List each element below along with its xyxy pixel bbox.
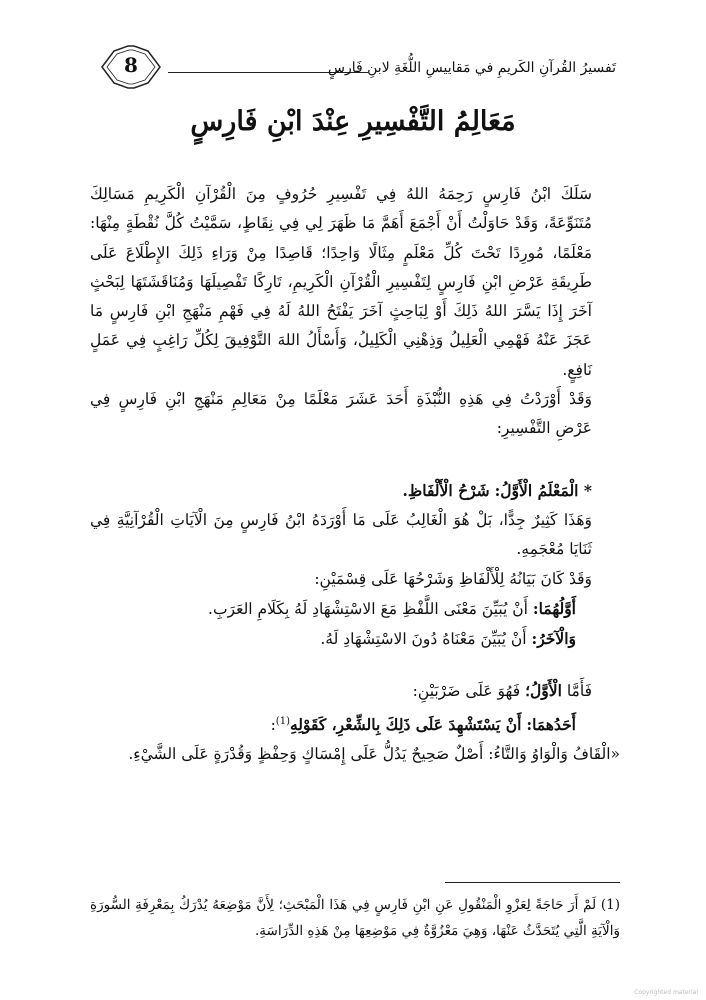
intro-paragraph: سَلَكَ ابْنُ فَارِسٍ رَحِمَهُ اللهُ فِي تَفْسِيرِ حُرُوفٍ مِنَ الْقُرْآنِ الْكَرِيمِ مَسَالِكَ مُتَنَوِّعَةً، وَقَدْ حَاوَلْتُ أَنْ أَجْمَعَ أَهَمَّ مَا ظَهَرَ لِي فِي نِقَاطٍ، سَمَّيْتُ كُلَّ نُقْطَةٍ مِنْهَا: مَعْلَمًا، مُورِدًا تَحْتَ كُلِّ مَعْلَمٍ مِثَالًا وَاحِدًا؛ قَاصِدًا مِنْ وَرَاءِ ذَلِكَ الإِطْلَاعَ عَلَى طَرِيقَةِ عَرْضِ ابْنِ فَارِسٍ لِتَفْسِيرِ الْقُرْآنِ الْكَرِيمِ، تَارِكًا تَفْصِيلَهَا وَمُنَاقَشَتَهَا لِبَحْثٍ آخَرَ إِذَا يَسَّرَ اللهُ ذَلِكَ أَوْ لِبَاحِثٍ آخَرَ يَفْتَحُ اللهُ لَهُ فِي فَهْمِ مَنْهَجِ ابْنِ فَارِسٍ مَا عَجَزَ عَنْهُ فَهْمِي الْعَلِيلُ وَذِهْنِي الْكَلِيلُ، وَأَسْأَلُ اللهَ التَّوْفِيقَ لِكُلِّ رَاغِبٍ فِي عَمَلٍ نَافِعٍ. — [90, 185, 592, 379]
second-division — [90, 624, 620, 654]
first-part-prefix: فَأَمَّا — [566, 682, 592, 701]
first-part-heading — [90, 676, 620, 706]
footnote-text: (1) لَمْ أَرَ حَاجَةً لِعَزْوِ الْمَنْقُولِ عَنِ ابْنِ فَارِسٍ فِي هَذَا الْمَبْحَثِ؛ لِأَنَّ مَوْضِعَهُ يُدْرَكُ بِمَعْرِفَةِ السُّورَةِ وَالْآيَةِ الَّتِي يُتَحَدَّثُ عَنْهَا، وَهِيَ مَعْزُوَّةٌ فِي مَوْضِعِهَا مِنْ هَذِهِ الدِّرَاسَةِ. — [90, 897, 620, 939]
first-division-label: أَوَّلُهُمَا: — [532, 598, 576, 618]
first-landmark-title: شَرْحُ الْأَلْفَاظِ. — [402, 480, 490, 500]
divisions-intro: وَقَدْ كَانَ بَيَانُهُ لِلْأَلْفَاظِ وَشَرْحُهَا عَلَى قِسْمَيْنِ: — [314, 569, 592, 588]
second-division-label: وَالْآخَرُ: — [531, 629, 576, 649]
first-type-label: أَحَدُهمَا: — [526, 714, 576, 734]
first-landmark-heading — [90, 476, 620, 506]
second-division-text: أَنْ يُبَيِّنَ مَعْنَاهُ دُونَ الاسْتِشْهَادِ لَهُ. — [320, 630, 527, 649]
second-paragraph: وَقَدْ أَوْرَدْتُ فِي هَذِهِ النُّبْذَةِ أَحَدَ عَشَرَ مَعْلَمًا مِنْ مَعَالِمِ مَنْهَجِ ابْنِ فَارِسٍ فِي عَرْضِ التَّفْسِيرِ: — [90, 390, 592, 438]
footnote — [90, 892, 620, 944]
first-division-text: أَنْ يُبَيِّنَ مَعْنَى اللَّفْظِ مَعَ الاسْتِشْهَادِ لَهُ بِكَلَامِ العَرَبِ. — [208, 599, 528, 618]
first-division — [90, 594, 620, 624]
footnote-rule — [445, 882, 620, 883]
first-part-rest: فَهُوَ عَلَى ضَرْبَيْنِ: — [412, 682, 521, 701]
running-title: تَفسيرُ القُرآنِ الكَريمِ في مَقاييسِ اللُّغَةِ لابنِ فَارسٍ — [327, 60, 616, 76]
footnote-reference: (1) — [275, 715, 290, 727]
page-header — [0, 42, 706, 92]
watermark: Copyrighted material — [634, 989, 698, 996]
first-type — [90, 707, 620, 740]
page-number-badge — [100, 42, 162, 92]
first-landmark-label: * الْمَعْلَمُ الْأَوَّلُ: — [494, 480, 592, 500]
first-part-bold: الْأَوَّلُ؛ — [525, 681, 562, 701]
dictionary-quote: «الْقَافُ وَالْوَاوُ وَالتَّاءُ: أَصْلٌ صَحِيحٌ يَدُلُّ عَلَى إِمْسَاكٍ وَحِفْظٍ وَقُدْرَةٍ عَلَى الشَّيْءِ. — [128, 745, 620, 764]
first-type-end: : — [270, 715, 276, 734]
first-type-text: أَنْ يَسْتَشْهِدَ عَلَى ذَلِكَ بِالشِّعْرِ، كَقَوْلِهِ — [289, 714, 522, 734]
page-number: 8 — [124, 53, 138, 77]
landmark-description: وَهَذَا كَثِيرٌ جِدًّا، بَلْ هُوَ الْغَالِبُ عَلَى مَا أَوْرَدَهُ ابْنُ فَارِسٍ مِنَ الْآيَاتِ الْقُرْآنِيَّةِ فِي ثَنَايَا مُعْجَمِهِ. — [90, 510, 592, 559]
chapter-title: مَعَالِمُ التَّفْسِيرِ عِنْدَ ابْنِ فَارِسٍ — [190, 106, 516, 137]
body-text — [90, 180, 620, 770]
